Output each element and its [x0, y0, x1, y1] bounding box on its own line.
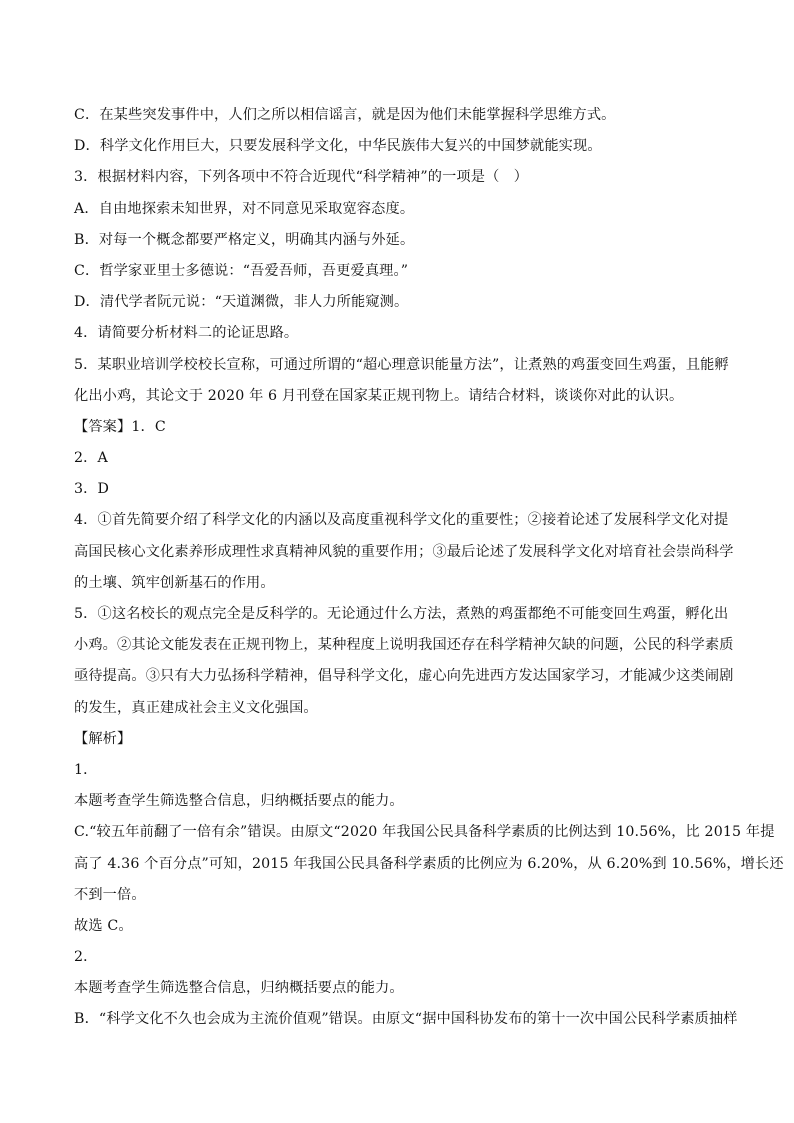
analysis-2-number: 2． [74, 949, 98, 966]
analysis-1-intro: 本题考查学生筛选整合信息，归纳概括要点的能力。 [74, 793, 404, 810]
answer-4-line-2: 高国民核心文化素养形成理性求真精神风貌的重要作用；③最后论述了发展科学文化对培育社会崇尚科学 [74, 543, 734, 560]
answer-5-line-4: 的发生，真正建成社会主义文化强国。 [74, 699, 318, 716]
answer-4-line-1: 4．①首先简要介绍了科学文化的内涵以及高度重视科学文化的重要性；②接着论述了发展科学文化对提 [74, 512, 729, 529]
document-body [74, 100, 784, 1036]
q3-option-b: B．对每一个概念都要严格定义，明确其内涵与外延。 [74, 231, 415, 248]
answer-5-line-1: 5．①这名校长的观点完全是反科学的。无论通过什么方法，煮熟的鸡蛋都绝不可能变回生鸡蛋，孵化出 [74, 606, 729, 622]
option-d-line: D．科学文化作用巨大，只要发展科学文化，中华民族伟大复兴的中国梦就能实现。 [74, 138, 602, 155]
question-5-line-1: 5．某职业培训学校校长宣称，可通过所谓的“超心理意识能量方法”，让煮熟的鸡蛋变回生鸡蛋，且能孵 [74, 356, 729, 373]
answer-5-line-3: 亟待提高。③只有大力弘扬科学精神，倡导科学文化，虚心向先进西方发达国家学习，才能减少这类闹剧 [74, 668, 734, 685]
answer-4-line-3: 的土壤、筑牢创新基石的作用。 [74, 574, 275, 591]
q3-option-d: D．清代学者阮元说：“天道渊微，非人力所能窥测。 [74, 294, 409, 311]
answer-3: 3．D [74, 481, 110, 498]
analysis-2-intro: 本题考查学生筛选整合信息，归纳概括要点的能力。 [74, 980, 404, 997]
option-c-line: C．在某些突发事件中，人们之所以相信谣言，就是因为他们未能掌握科学思维方式。 [74, 107, 616, 123]
analysis-1-conclusion: 故选 C。 [74, 917, 133, 934]
q3-option-a: A．自由地探索未知世界，对不同意见采取宽容态度。 [74, 200, 415, 217]
question-5-line-2: 化出小鸡，其论文于 2020 年 6 月刊登在国家某正规刊物上。请结合材料，谈谈你对此的认识。 [74, 387, 684, 404]
analysis-2-line-1: B．“科学文化不久也会成为主流价值观”错误。由原文“据中国科协发布的第十一次中国公民科学素质抽样 [74, 1011, 738, 1028]
q3-option-c: C．哲学家亚里士多德说：“吾爱吾师，吾更爱真理。” [74, 262, 409, 279]
analysis-heading: 【解析】 [74, 730, 132, 747]
question-4: 4．请简要分析材料二的论证思路。 [74, 325, 299, 342]
answer-2: 2．A [74, 450, 108, 467]
answer-5-line-2: 小鸡。②其论文能发表在正规刊物上，某种程度上说明我国还存在科学精神欠缺的问题，公民的科学素质 [74, 637, 734, 654]
analysis-1-line-3: 不到一倍。 [74, 886, 146, 903]
analysis-1-line-1: C.“较五年前翻了一倍有余”错误。由原文“2020 年我国公民具备科学素质的比例达到 10.56%，比 2015 年提 [74, 824, 775, 841]
analysis-1-line-2: 高了 4.36 个百分点”可知，2015 年我国公民具备科学素质的比例应为 6.20%，从 6.20%到 10.56%，增长还 [74, 855, 784, 872]
question-3: 3．根据材料内容，下列各项中不符合近现代“科学精神”的一项是（ ） [74, 169, 529, 186]
answer-heading: 【答案】1．C [74, 418, 166, 435]
analysis-1-number: 1． [74, 761, 98, 778]
